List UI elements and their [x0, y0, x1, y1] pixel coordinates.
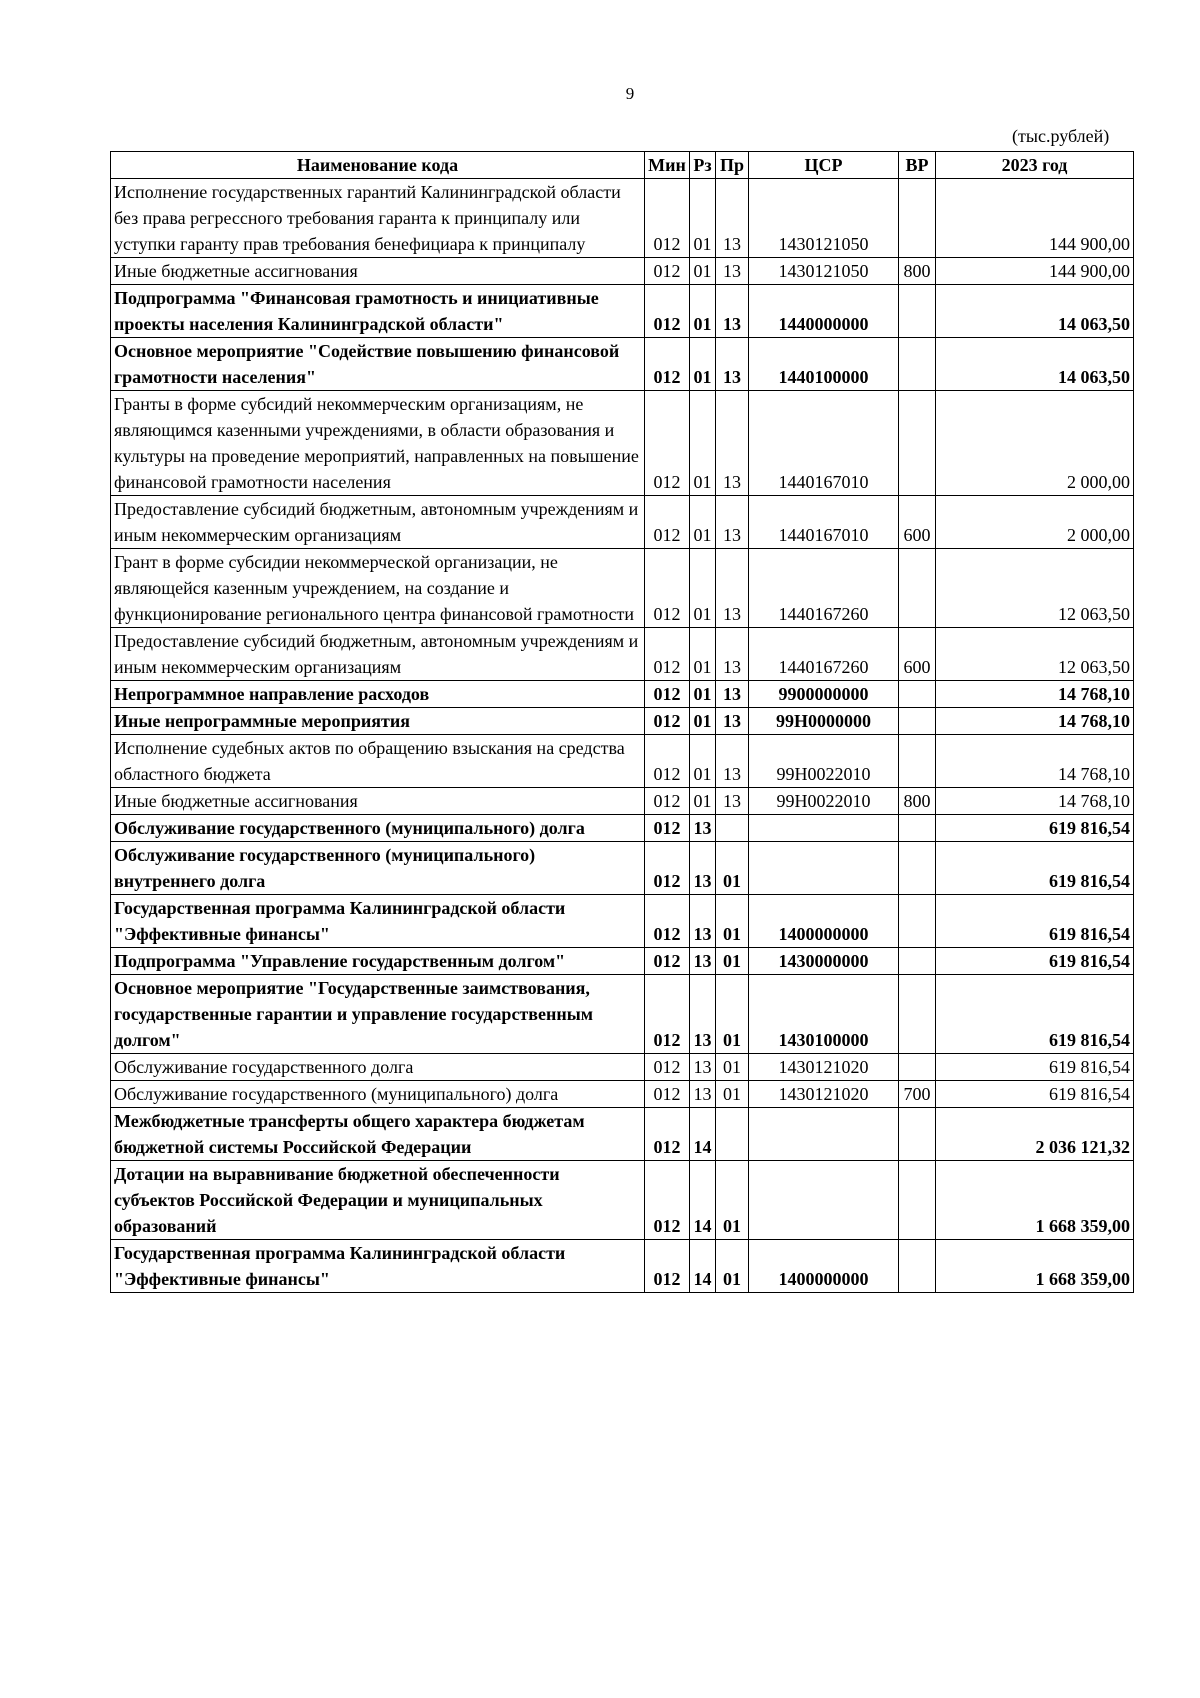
- cell-amount: 12 063,50: [936, 628, 1134, 681]
- cell-vr: 600: [899, 628, 936, 681]
- cell-amount: 144 900,00: [936, 258, 1134, 285]
- cell-pr: 13: [716, 258, 749, 285]
- units-label: (тыс.рублей): [1012, 126, 1110, 146]
- cell-vr: [899, 708, 936, 735]
- table-row: [111, 338, 1134, 391]
- cell-rz: 14: [690, 1161, 716, 1240]
- cell-rz: 13: [690, 1054, 716, 1081]
- cell-csr: 1430121020: [749, 1081, 899, 1108]
- cell-vr: [899, 1108, 936, 1161]
- table-row: [111, 1161, 1134, 1240]
- cell-min: 012: [645, 258, 690, 285]
- cell-pr: 13: [716, 338, 749, 391]
- cell-name: Предоставление субсидий бюджетным, автономным учреждениям и иным некоммерческим организациям: [111, 628, 645, 681]
- cell-vr: [899, 1240, 936, 1293]
- table-row: [111, 815, 1134, 842]
- cell-pr: 13: [716, 285, 749, 338]
- cell-csr: 99Н0022010: [749, 735, 899, 788]
- cell-name: Грант в форме субсидии некоммерческой организации, не являющейся казенным учреждением, на создание и функционирование регионального центра финансовой грамотности: [111, 549, 645, 628]
- cell-name: Иные бюджетные ассигнования: [111, 788, 645, 815]
- cell-csr: 1430100000: [749, 975, 899, 1054]
- cell-rz: 01: [690, 285, 716, 338]
- cell-name: Государственная программа Калининградской области "Эффективные финансы": [111, 1240, 645, 1293]
- cell-min: 012: [645, 179, 690, 258]
- cell-min: 012: [645, 549, 690, 628]
- cell-vr: [899, 895, 936, 948]
- cell-rz: 01: [690, 496, 716, 549]
- cell-rz: 14: [690, 1240, 716, 1293]
- cell-min: 012: [645, 681, 690, 708]
- cell-rz: 01: [690, 788, 716, 815]
- table-row: [111, 895, 1134, 948]
- cell-pr: 01: [716, 895, 749, 948]
- cell-pr: 13: [716, 496, 749, 549]
- cell-min: 012: [645, 895, 690, 948]
- cell-csr: 1440100000: [749, 338, 899, 391]
- table-row: [111, 788, 1134, 815]
- table-header-row: [111, 152, 1134, 179]
- cell-amount: 619 816,54: [936, 975, 1134, 1054]
- cell-csr: 1440167260: [749, 628, 899, 681]
- cell-pr: [716, 1108, 749, 1161]
- cell-name: Непрограммное направление расходов: [111, 681, 645, 708]
- cell-rz: 13: [690, 895, 716, 948]
- table-row: [111, 496, 1134, 549]
- header-rz: Рз: [690, 152, 716, 179]
- cell-rz: 13: [690, 842, 716, 895]
- cell-csr: [749, 1108, 899, 1161]
- cell-vr: 800: [899, 788, 936, 815]
- cell-min: 012: [645, 948, 690, 975]
- cell-min: 012: [645, 842, 690, 895]
- cell-min: 012: [645, 338, 690, 391]
- cell-vr: [899, 1161, 936, 1240]
- cell-pr: 01: [716, 1054, 749, 1081]
- cell-csr: [749, 1161, 899, 1240]
- cell-pr: 13: [716, 628, 749, 681]
- table-row: [111, 842, 1134, 895]
- table-row: [111, 628, 1134, 681]
- cell-name: Основное мероприятие "Содействие повышению финансовой грамотности населения": [111, 338, 645, 391]
- page-number: 9: [625, 84, 635, 103]
- table-row: [111, 681, 1134, 708]
- cell-pr: 01: [716, 975, 749, 1054]
- table-row: [111, 285, 1134, 338]
- header-min: Мин: [645, 152, 690, 179]
- cell-amount: 2 000,00: [936, 496, 1134, 549]
- cell-name: Межбюджетные трансферты общего характера бюджетам бюджетной системы Российской Федерации: [111, 1108, 645, 1161]
- cell-vr: [899, 948, 936, 975]
- cell-amount: 1 668 359,00: [936, 1240, 1134, 1293]
- cell-csr: 99Н0022010: [749, 788, 899, 815]
- cell-min: 012: [645, 1108, 690, 1161]
- table-row: [111, 1081, 1134, 1108]
- cell-min: 012: [645, 735, 690, 788]
- table-row: [111, 1054, 1134, 1081]
- cell-amount: 2 000,00: [936, 391, 1134, 496]
- cell-amount: 12 063,50: [936, 549, 1134, 628]
- cell-vr: 800: [899, 258, 936, 285]
- cell-pr: 13: [716, 788, 749, 815]
- cell-vr: [899, 179, 936, 258]
- table-row: [111, 179, 1134, 258]
- cell-amount: 14 768,10: [936, 681, 1134, 708]
- cell-min: 012: [645, 1054, 690, 1081]
- table-row: [111, 975, 1134, 1054]
- cell-rz: 01: [690, 391, 716, 496]
- cell-name: Государственная программа Калининградской области "Эффективные финансы": [111, 895, 645, 948]
- cell-min: 012: [645, 496, 690, 549]
- cell-csr: 1430121020: [749, 1054, 899, 1081]
- cell-name: Исполнение государственных гарантий Калининградской области без права регрессного требования гаранта к принципалу или уступки гаранту прав требования бенефициара к принципалу: [111, 179, 645, 258]
- cell-pr: [716, 815, 749, 842]
- cell-amount: 14 063,50: [936, 285, 1134, 338]
- cell-csr: 1440167010: [749, 391, 899, 496]
- cell-min: 012: [645, 1161, 690, 1240]
- table-row: [111, 948, 1134, 975]
- cell-min: 012: [645, 975, 690, 1054]
- cell-min: 012: [645, 815, 690, 842]
- cell-vr: 600: [899, 496, 936, 549]
- cell-pr: 01: [716, 1240, 749, 1293]
- cell-amount: 2 036 121,32: [936, 1108, 1134, 1161]
- cell-min: 012: [645, 1240, 690, 1293]
- cell-amount: 619 816,54: [936, 1054, 1134, 1081]
- cell-pr: 13: [716, 391, 749, 496]
- cell-amount: 619 816,54: [936, 1081, 1134, 1108]
- cell-name: Гранты в форме субсидий некоммерческим организациям, не являющимся казенными учреждениями, в области образования и культуры на проведение мероприятий, направленных на повышение финансовой грамотности населения: [111, 391, 645, 496]
- cell-pr: 01: [716, 1081, 749, 1108]
- header-pr: Пр: [716, 152, 749, 179]
- cell-vr: [899, 842, 936, 895]
- cell-name: Дотации на выравнивание бюджетной обеспеченности субъектов Российской Федерации и муниципальных образований: [111, 1161, 645, 1240]
- cell-csr: 1430000000: [749, 948, 899, 975]
- cell-amount: 619 816,54: [936, 815, 1134, 842]
- cell-rz: 01: [690, 549, 716, 628]
- cell-min: 012: [645, 788, 690, 815]
- cell-rz: 13: [690, 948, 716, 975]
- table-row: [111, 1240, 1134, 1293]
- cell-name: Исполнение судебных актов по обращению взыскания на средства областного бюджета: [111, 735, 645, 788]
- cell-amount: 14 063,50: [936, 338, 1134, 391]
- cell-amount: 1 668 359,00: [936, 1161, 1134, 1240]
- cell-rz: 01: [690, 681, 716, 708]
- cell-rz: 01: [690, 628, 716, 681]
- table-row: [111, 391, 1134, 496]
- cell-pr: 13: [716, 549, 749, 628]
- cell-amount: 14 768,10: [936, 708, 1134, 735]
- cell-csr: 1440000000: [749, 285, 899, 338]
- cell-csr: [749, 842, 899, 895]
- cell-pr: 13: [716, 681, 749, 708]
- cell-rz: 01: [690, 338, 716, 391]
- cell-min: 012: [645, 285, 690, 338]
- cell-pr: 13: [716, 179, 749, 258]
- cell-vr: [899, 1054, 936, 1081]
- cell-name: Обслуживание государственного (муниципального) внутреннего долга: [111, 842, 645, 895]
- cell-rz: 14: [690, 1108, 716, 1161]
- cell-csr: 99Н0000000: [749, 708, 899, 735]
- cell-pr: 13: [716, 735, 749, 788]
- cell-csr: 1440167010: [749, 496, 899, 549]
- cell-pr: 01: [716, 1161, 749, 1240]
- cell-vr: [899, 735, 936, 788]
- cell-name: Обслуживание государственного (муниципального) долга: [111, 815, 645, 842]
- cell-vr: [899, 975, 936, 1054]
- cell-name: Подпрограмма "Финансовая грамотность и инициативные проекты населения Калининградской области": [111, 285, 645, 338]
- table-row: [111, 735, 1134, 788]
- cell-name: Основное мероприятие "Государственные заимствования, государственные гарантии и управление государственным долгом": [111, 975, 645, 1054]
- cell-name: Подпрограмма "Управление государственным долгом": [111, 948, 645, 975]
- table-row: [111, 549, 1134, 628]
- cell-rz: 13: [690, 1081, 716, 1108]
- cell-amount: 144 900,00: [936, 179, 1134, 258]
- header-year: 2023 год: [936, 152, 1134, 179]
- cell-vr: [899, 391, 936, 496]
- cell-amount: 619 816,54: [936, 948, 1134, 975]
- cell-amount: 14 768,10: [936, 735, 1134, 788]
- cell-name: Предоставление субсидий бюджетным, автономным учреждениям и иным некоммерческим организациям: [111, 496, 645, 549]
- cell-min: 012: [645, 1081, 690, 1108]
- cell-vr: [899, 549, 936, 628]
- cell-pr: 01: [716, 842, 749, 895]
- cell-csr: 1440167260: [749, 549, 899, 628]
- table-row: [111, 258, 1134, 285]
- cell-vr: [899, 338, 936, 391]
- cell-rz: 01: [690, 258, 716, 285]
- cell-amount: 619 816,54: [936, 842, 1134, 895]
- cell-name: Обслуживание государственного долга: [111, 1054, 645, 1081]
- cell-rz: 13: [690, 815, 716, 842]
- cell-vr: 700: [899, 1081, 936, 1108]
- cell-name: Иные непрограммные мероприятия: [111, 708, 645, 735]
- header-name: Наименование кода: [111, 152, 645, 179]
- cell-rz: 01: [690, 179, 716, 258]
- cell-csr: 1430121050: [749, 258, 899, 285]
- table-row: [111, 1108, 1134, 1161]
- cell-rz: 01: [690, 708, 716, 735]
- cell-min: 012: [645, 391, 690, 496]
- cell-vr: [899, 681, 936, 708]
- cell-csr: 1430121050: [749, 179, 899, 258]
- cell-csr: 9900000000: [749, 681, 899, 708]
- cell-pr: 13: [716, 708, 749, 735]
- cell-min: 012: [645, 708, 690, 735]
- cell-vr: [899, 285, 936, 338]
- cell-amount: 14 768,10: [936, 788, 1134, 815]
- header-vr: ВР: [899, 152, 936, 179]
- cell-vr: [899, 815, 936, 842]
- cell-csr: [749, 815, 899, 842]
- cell-min: 012: [645, 628, 690, 681]
- header-csr: ЦСР: [749, 152, 899, 179]
- cell-rz: 13: [690, 975, 716, 1054]
- cell-csr: 1400000000: [749, 1240, 899, 1293]
- cell-amount: 619 816,54: [936, 895, 1134, 948]
- cell-csr: 1400000000: [749, 895, 899, 948]
- cell-name: Иные бюджетные ассигнования: [111, 258, 645, 285]
- cell-pr: 01: [716, 948, 749, 975]
- table-row: [111, 708, 1134, 735]
- cell-name: Обслуживание государственного (муниципального) долга: [111, 1081, 645, 1108]
- budget-table: [110, 151, 1134, 1293]
- cell-rz: 01: [690, 735, 716, 788]
